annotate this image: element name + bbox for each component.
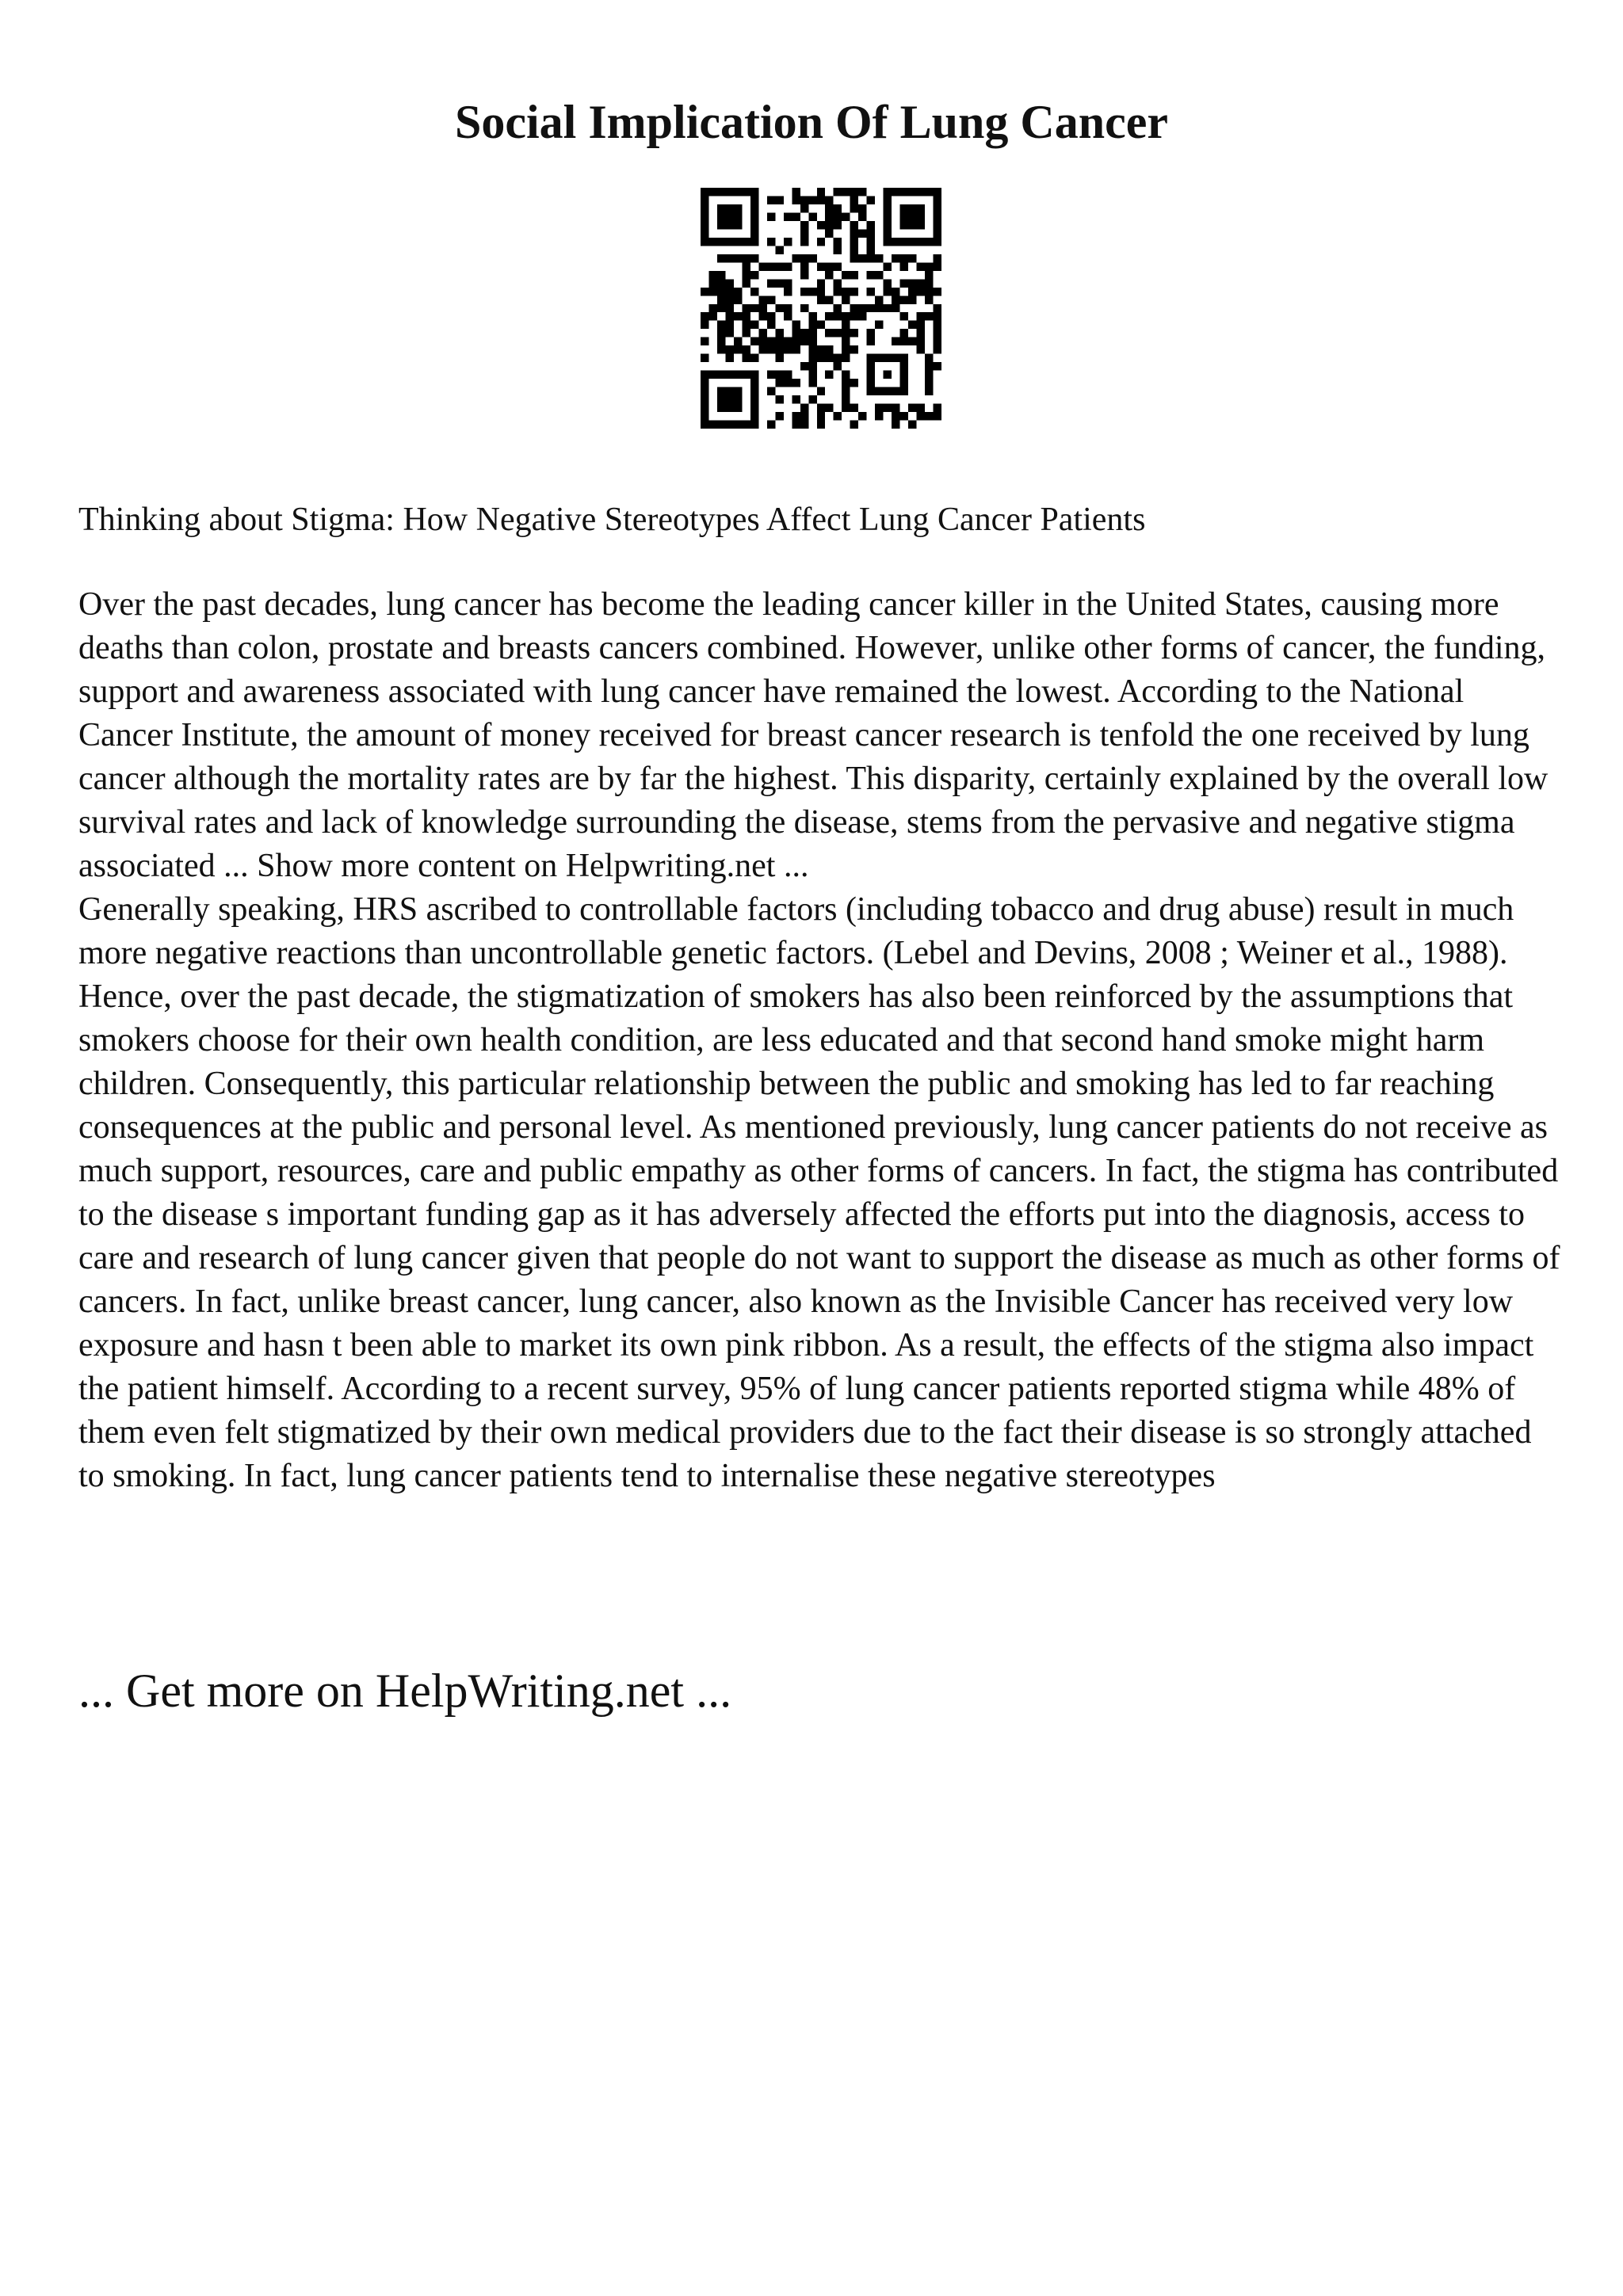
qr-code-icon[interactable] (701, 188, 941, 429)
get-more-link[interactable]: ... Get more on HelpWriting.net ... (78, 1665, 732, 1717)
article-body (78, 583, 1560, 1498)
page-title: Social Implication Of Lung Cancer (454, 96, 1169, 148)
paragraph: Over the past decades, lung cancer has become the leading cancer killer in the United States, causing more deaths than colon, prostate and breasts cancers combined. However, unlike other forms of cancer, the funding, support and awareness associated with lung cancer have remained the lowest. According to the National Cancer Institute, the amount of money received for breast cancer research is tenfold the one received by lung cancer although the mortality rates are by far the highest. This disparity, certainly explained by the overall low survival rates and lack of knowledge surrounding the disease, stems from the pervasive and negative stigma associated ... Show more content on Helpwriting.net ... (78, 586, 1549, 884)
paragraph: Generally speaking, HRS ascribed to controllable factors (including tobacco and drug abuse) result in much more negative reactions than uncontrollable genetic factors. (Lebel and Devins, 2008 ; Weiner et al., 1988). Hence, over the past decade, the stigmatization of smokers has also been reinforced by the assumptions that smokers choose for their own health condition, are less educated and that second hand smoke might harm children. Consequently, this particular relationship between the public and smoking has led to far reaching consequences at the public and personal level. As mentioned previously, lung cancer patients do not receive as much support, resources, care and public empathy as other forms of cancers. In fact, the stigma has contributed to the disease s important funding gap as it has adversely affected the efforts put into the diagnosis, access to care and research of lung cancer given that people do not want to support the disease as much as other forms of cancers. In fact, unlike breast cancer, lung cancer, also known as the Invisible Cancer has received very low exposure and hasn t been able to market its own pink ribbon. As a result, the effects of the stigma also impact the patient himself. According to a recent survey, 95% of lung cancer patients reported stigma while 48% of them even felt stigmatized by their own medical providers due to the fact their disease is so strongly attached to smoking. In fact, lung cancer patients tend to internalise these negative stereotypes (78, 891, 1560, 1494)
subtitle: Thinking about Stigma: How Negative Stereotypes Affect Lung Cancer Patients (78, 502, 1146, 538)
